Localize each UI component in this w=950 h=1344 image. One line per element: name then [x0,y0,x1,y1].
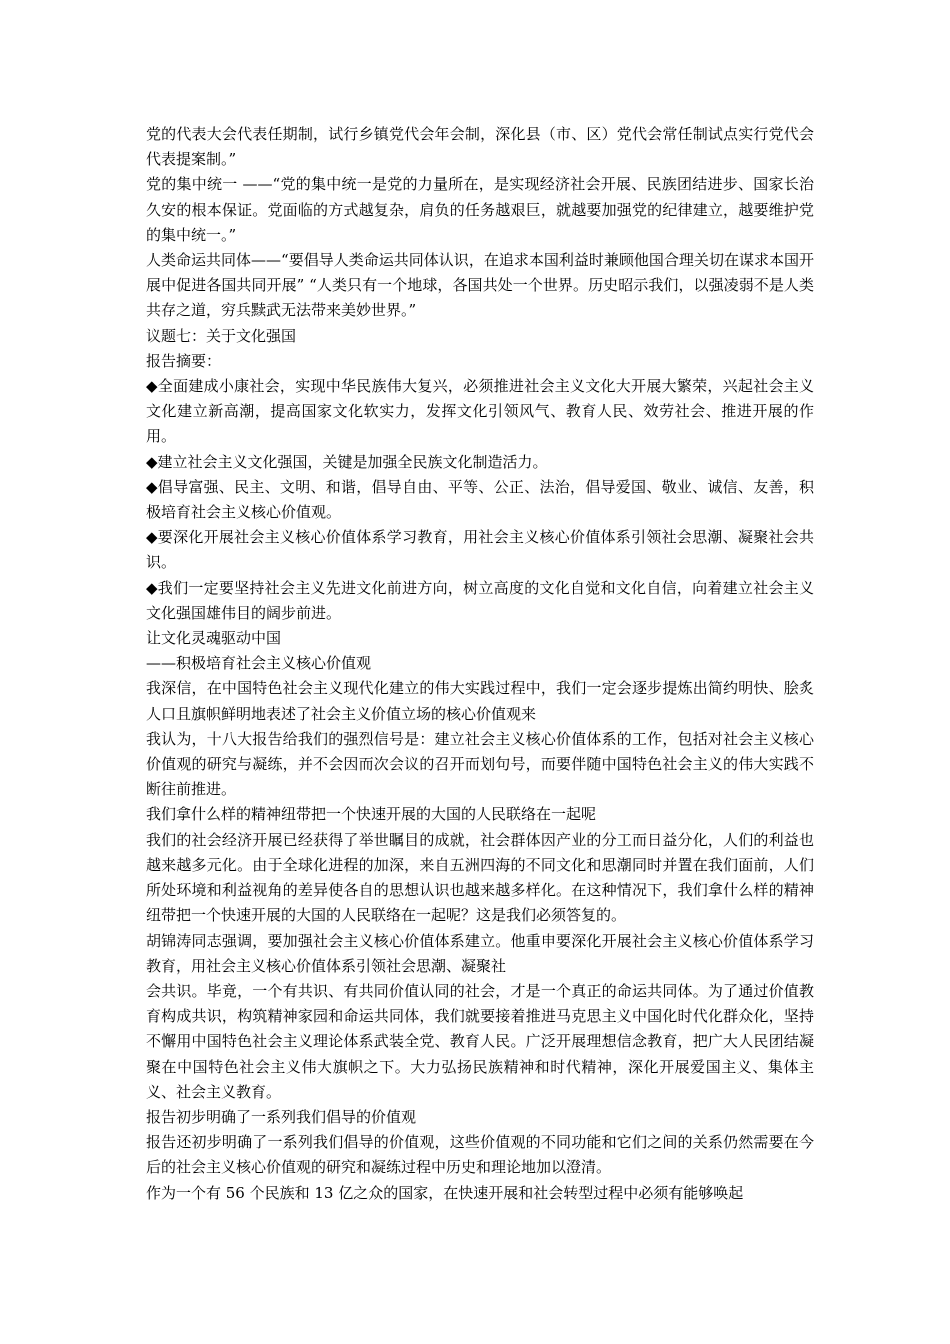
section-heading: 议题七：关于文化强国 [146,326,297,345]
paragraph: 报告还初步明确了一系列我们倡导的价值观，这些价值观的不同功能和它们之间的关系仍然需要在今后的社会主义核心价值观的研究和凝练过程中历史和理论地加以澄清。 [146,1133,814,1177]
paragraph: 我认为，十八大报告给我们的强烈信号是：建立社会主义核心价值体系的工作，包括对社会主义核心价值观的研究与凝练，并不会因而次会议的召开而划句号，而要伴随中国特色社会主义的伟大实践不断往前推进。 [146,729,814,799]
article-title: 让文化灵魂驱动中国 [146,629,282,648]
paragraph: 胡锦涛同志强调，要加强社会主义核心价值体系建立。他重申要深化开展社会主义核心价值体系学习教育，用社会主义核心价值体系引领社会思潮、凝聚社 [146,931,814,975]
paragraph: 作为一个有 56 个民族和 13 亿之众的国家，在快速开展和社会转型过程中必须有能够唤起 [146,1183,744,1202]
paragraph: 报告摘要： [146,351,222,370]
subheading: 报告初步明确了一系列我们倡导的价值观 [146,1107,417,1126]
bullet-item: ◆倡导富强、民主、文明、和谐，倡导自由、平等、公正、法治，倡导爱国、敬业、诚信、友善，积极培育社会主义核心价值观。 [146,477,814,522]
paragraph: 我深信，在中国特色社会主义现代化建立的伟大实践过程中，我们一定会逐步提炼出简约明快、脍炙人口且旗帜鲜明地表述了社会主义价值立场的核心价值观来 [146,679,814,723]
paragraph: 党的集中统一 ——“党的集中统一是党的力量所在，是实现经济社会开展、民族团结进步、国家长治久安的根本保证。党面临的方式越复杂，肩负的任务越艰巨，就越要加强党的纪律建立，越要维护党的集中统一。” [146,175,814,244]
document-body [146,122,814,1206]
subheading: 我们拿什么样的精神纽带把一个快速开展的大国的人民联络在一起呢 [146,805,597,824]
bullet-item: ◆要深化开展社会主义核心价值体系学习教育，用社会主义核心价值体系引领社会思潮、凝聚社会共识。 [146,528,814,572]
bullet-item: ◆全面建成小康社会，实现中华民族伟大复兴，必须推进社会主义文化大开展大繁荣，兴起社会主义文化建立新高潮，提高国家文化软实力，发挥文化引领风气、教育人民、效劳社会、推进开展的作用。 [146,377,814,446]
paragraph: 会共识。毕竟，一个有共识、有共同价值认同的社会，才是一个真正的命运共同体。为了通过价值教育构成共识，构筑精神家园和命运共同体，我们就要接着推进马克思主义中国化时代化群众化，坚持不懈用中国特色社会主义理论体系武装全党、教育人民。广泛开展理想信念教育，把广大人民团结凝聚在中国特色社会主义伟大旗帜之下。大力弘扬民族精神和时代精神，深化开展爱国主义、集体主义、社会主义教育。 [146,981,814,1101]
bullet-item: ◆建立社会主义文化强国，关键是加强全民族文化制造活力。 [146,452,548,471]
paragraph: 我们的社会经济开展已经获得了举世瞩目的成就，社会群体因产业的分工而日益分化，人们的利益也越来越多元化。由于全球化进程的加深，来自五洲四海的不同文化和思潮同时并置在我们面前，人们所处环境和利益视角的差异使各自的思想认识也越来越多样化。在这种情况下，我们拿什么样的精神纽带把一个快速开展的大国的人民联络在一起呢？这是我们必须答复的。 [146,830,814,925]
bullet-item: ◆我们一定要坚持社会主义先进文化前进方向，树立高度的文化自觉和文化自信，向着建立社会主义文化强国雄伟目的阔步前进。 [146,578,814,622]
paragraph: 党的代表大会代表任期制，试行乡镇党代会年会制，深化县（市、区）党代会常任制试点实行党代会代表提案制。” [146,125,814,169]
paragraph: 人类命运共同体——“要倡导人类命运共同体认识，在追求本国利益时兼顾他国合理关切在谋求本国开展中促进各国共同开展” “人类只有一个地球，各国共处一个世界。历史昭示我们，以强凌弱不是人类共存之道，穷兵黩武无法带来美妙世界。” [146,251,814,320]
article-subtitle: ——积极培育社会主义核心价值观 [146,654,372,673]
